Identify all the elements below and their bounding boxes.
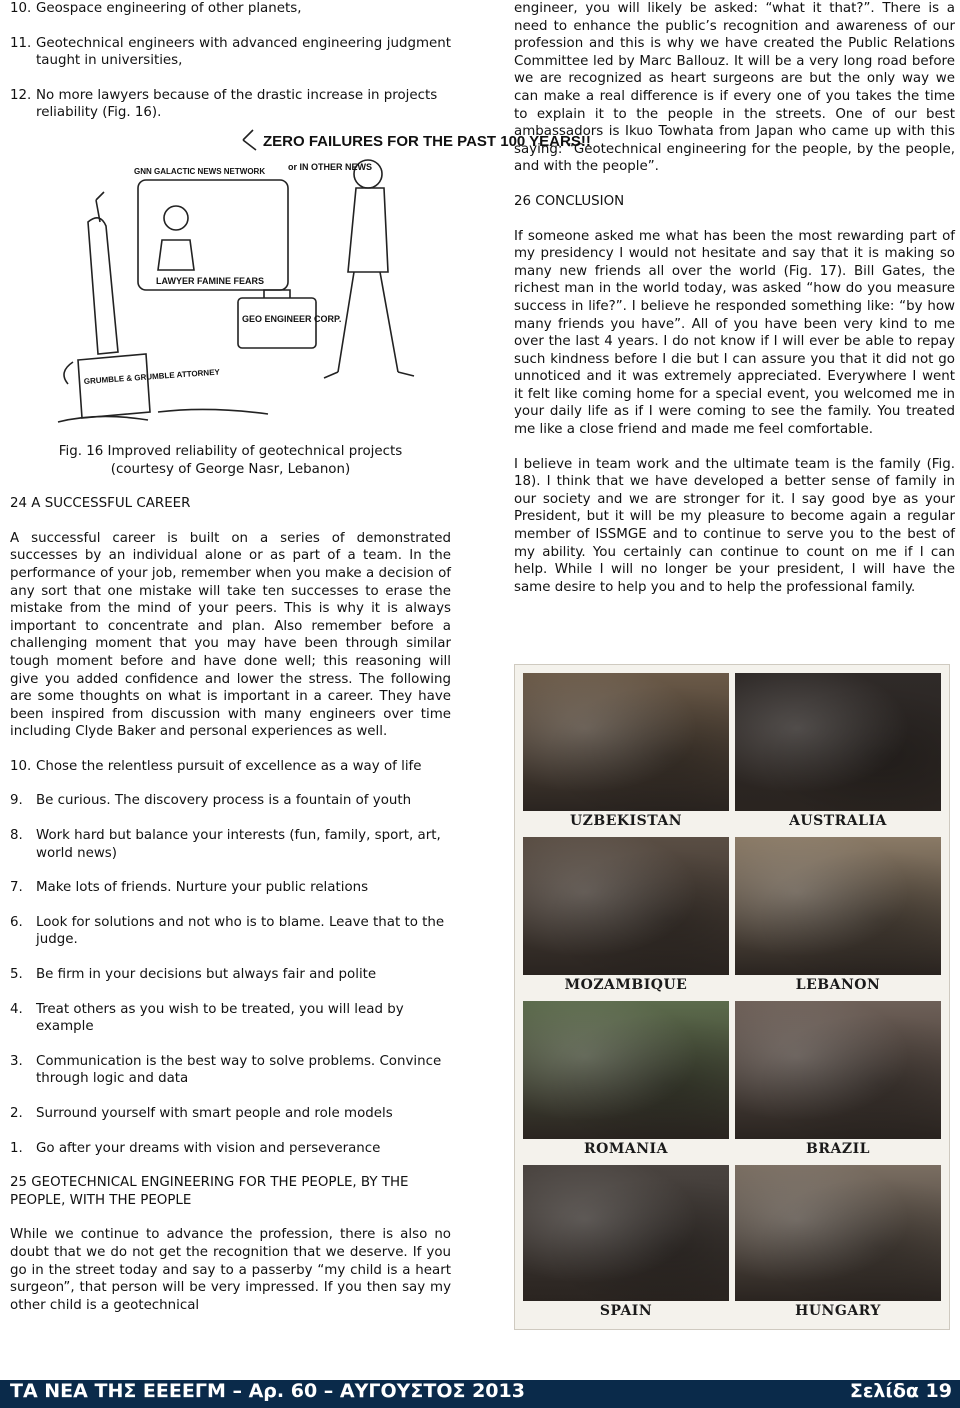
list-number: 10. bbox=[10, 1, 32, 16]
photo-label: UZBEKISTAN bbox=[569, 813, 683, 830]
photo-grid bbox=[514, 664, 950, 1330]
cartoon-sign-text: GRUMBLE & GRUMBLE ATTORNEY bbox=[83, 367, 221, 386]
section25-body: While we continue to advance the profession, there is also no doubt that we do not get the recognition that we deserve. If you go in the street today and say to a passerby “my child is a heart surgeon”, that person will be very impressed. If you then say my other child is a geotechnical bbox=[10, 1227, 451, 1313]
list-text: Geotechnical engineers with advanced engineering judgment taught in universities, bbox=[36, 35, 451, 69]
list-number: 2. bbox=[10, 1106, 23, 1121]
list-item bbox=[10, 827, 451, 862]
section26-paragraph-1: If someone asked me what has been the most rewarding part of my presidency I would not hesitate and say that it is making so many new friends all over the world (Fig. 17). Bill Gates, the richest man in the world today, was asked “how do you measure success in life?”. I believe he responded something like: “by how many friends you have”. All of you have been very kind to me over the last 4 years. I do not know if I will ever be able to repay such kindness before I die but I can assure you that it did not go unnoticed and it was extremely appreciated. Everywhere I went it felt like coming home for a special event, you welcomed me in your daily life as if I were coming to see the family. You treated me like a close friend and made me feel comfortable. bbox=[514, 228, 955, 438]
section25-heading: 25 GEOTECHNICAL ENGINEERING FOR THE PEOPLE, BY THE PEOPLE, WITH THE PEOPLE bbox=[10, 1175, 409, 1208]
photo-image bbox=[735, 837, 941, 975]
photo-uzbekistan bbox=[523, 673, 729, 833]
photo-australia bbox=[735, 673, 941, 833]
list-number: 10. bbox=[10, 758, 32, 774]
list-text: Make lots of friends. Nurture your public relations bbox=[36, 880, 369, 896]
list-item bbox=[10, 1105, 451, 1123]
list-item bbox=[10, 1053, 451, 1088]
list-item bbox=[10, 879, 451, 897]
list-number: 11. bbox=[10, 35, 32, 51]
photo-romania bbox=[523, 1001, 729, 1161]
footer-publication: ΤΑ ΝΕΑ ΤΗΣ ΕΕΕΕΓΜ – Αρ. 60 – ΑΥΓΟΥΣΤΟΣ 2013 bbox=[10, 1380, 525, 1402]
right-top-paragraph: engineer, you will likely be asked: “what it that?”. There is a need to enhance the public’s recognition and awareness of our profession and this is why we have created the Public Relations Committee led by Marc Ballouz. It will be a very long road before we are recognized as heart surgeons are but the only way we can make a real difference is if every one of you takes the time to explain it to the people in the streets. One of our best ambassadors is Ikuo Towhata from Japan who came up with this saying: “Geotechnical engineering for the people, by the people, and with the people”. bbox=[514, 1, 955, 175]
list-item bbox=[10, 87, 451, 122]
list-item bbox=[10, 1001, 451, 1036]
list-item bbox=[10, 758, 451, 776]
cartoon-screen-text: LAWYER FAMINE FEARS bbox=[156, 276, 265, 286]
list-text: Treat others as you wish to be treated, you will lead by example bbox=[36, 1001, 404, 1035]
section26-heading: 26 CONCLUSION bbox=[514, 193, 625, 209]
photo-image bbox=[735, 673, 941, 811]
page-footer bbox=[0, 1380, 960, 1408]
section24-body: A successful career is built on a series of demonstrated successes by an individual alone or as part of a team. In the performance of your job, remember when you make a decision of any sort that one mistake will take ten successes to erase the mistake from the mind of your peers. This is why it is always important to concentrate and plan. Also remember before a challenging moment that you may have been through similar tough moment before and have done well; this reasoning will give you added confidence and lower the stress. The following are some thoughts on what is important in a career. They have been inspired from discussion with many engineers over time including Clyde Baker and personal experiences as well. bbox=[10, 530, 451, 740]
fig16-caption: Fig. 16 Improved reliability of geotechnical projects (courtesy of George Nasr, Lebanon) bbox=[58, 443, 403, 477]
photo-image bbox=[735, 1001, 941, 1139]
list-item bbox=[10, 0, 451, 18]
photo-brazil bbox=[735, 1001, 941, 1161]
cartoon-briefcase-text: GEO ENGINEER CORP. bbox=[242, 314, 342, 324]
section26-paragraph-2: I believe in team work and the ultimate team is the family (Fig. 18). I think that we have developed a better sense of family in our society and we are stronger for it. I say good bye as your President, but it will be my pleasure to become again a regular member of ISSMGE and to continue to serve you to the best of my ability. You certainly can continue to count on me if I can help. While I will no longer be your president, I will have the same desire to help you and to help the professional family. bbox=[514, 456, 955, 595]
list-number: 7. bbox=[10, 880, 23, 896]
footer-page-number: Σελίδα 19 bbox=[849, 1380, 952, 1402]
list-number: 5. bbox=[10, 967, 23, 983]
list-text: Chose the relentless pursuit of excellence as a way of life bbox=[36, 758, 422, 774]
list-item bbox=[10, 35, 451, 70]
list-text: Communication is the best way to solve problems. Convince through logic and data bbox=[36, 1053, 442, 1087]
list-text: Geospace engineering of other planets, bbox=[36, 1, 302, 16]
right-column bbox=[514, 0, 955, 596]
list-text: Go after your dreams with vision and perseverance bbox=[36, 1140, 381, 1156]
list-text: Work hard but balance your interests (fun, family, sport, art, world news) bbox=[36, 828, 441, 861]
photo-image bbox=[523, 837, 729, 975]
list-number: 9. bbox=[10, 793, 23, 809]
list-number: 12. bbox=[10, 87, 32, 103]
photo-hungary bbox=[735, 1165, 941, 1323]
list-text: No more lawyers because of the drastic increase in projects reliability (Fig. 16). bbox=[36, 87, 438, 121]
photo-label: MOZAMBIQUE bbox=[564, 977, 688, 994]
photo-label: HUNGARY bbox=[795, 1303, 881, 1320]
list-text: Be curious. The discovery process is a fountain of youth bbox=[36, 793, 412, 809]
photo-label: BRAZIL bbox=[806, 1141, 870, 1158]
cartoon-network: GNN GALACTIC NEWS NETWORK bbox=[134, 167, 266, 176]
section24-heading: 24 A SUCCESSFUL CAREER bbox=[10, 496, 191, 512]
list-item bbox=[10, 1140, 451, 1158]
list-item bbox=[10, 914, 451, 949]
list-text: Surround yourself with smart people and role models bbox=[36, 1106, 393, 1121]
photo-mozambique bbox=[523, 837, 729, 997]
photo-image bbox=[735, 1165, 941, 1301]
list-number: 3. bbox=[10, 1053, 23, 1069]
list-number: 4. bbox=[10, 1001, 23, 1017]
photo-lebanon bbox=[735, 837, 941, 997]
photo-label: ROMANIA bbox=[584, 1141, 668, 1158]
photo-image bbox=[523, 1165, 729, 1301]
photo-image bbox=[523, 673, 729, 811]
photo-spain bbox=[523, 1165, 729, 1323]
career-list bbox=[10, 758, 451, 1157]
photo-label: SPAIN bbox=[599, 1303, 653, 1320]
photo-label: LEBANON bbox=[795, 977, 881, 994]
list-number: 6. bbox=[10, 914, 23, 930]
list-text: Look for solutions and not who is to blame. Leave that to the judge. bbox=[36, 914, 445, 948]
photo-image bbox=[523, 1001, 729, 1139]
list-number: 1. bbox=[10, 1140, 23, 1156]
list-number: 8. bbox=[10, 828, 23, 844]
list-item bbox=[10, 792, 451, 810]
top-list bbox=[10, 0, 451, 122]
cartoon-headline: ZERO FAILURES FOR THE PAST 100 YEARS!! bbox=[263, 133, 591, 150]
list-text: Be firm in your decisions but always fair and polite bbox=[36, 967, 377, 983]
cartoon-subline: or IN OTHER NEWS bbox=[288, 162, 373, 172]
list-item bbox=[10, 966, 451, 984]
photo-label: AUSTRALIA bbox=[789, 813, 887, 830]
